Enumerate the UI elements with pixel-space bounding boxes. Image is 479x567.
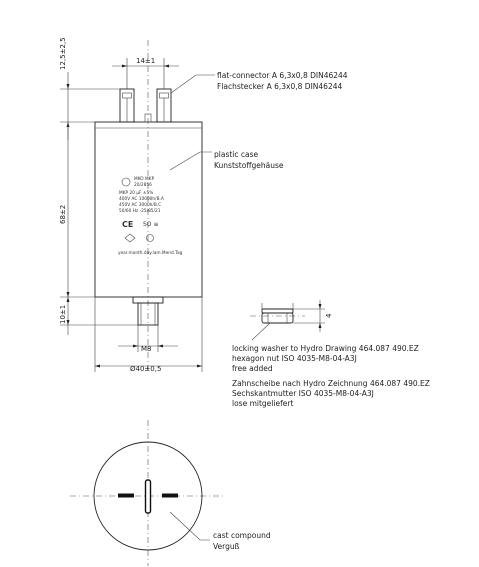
thread-size-label: M8 <box>141 345 152 353</box>
brand-logo-icon <box>122 178 130 186</box>
washer-label-de-3: lose mitgeliefert <box>232 399 294 408</box>
terminal-left <box>120 89 134 122</box>
dimension-diameter <box>95 297 202 373</box>
thread-height-label: 10±1 <box>59 304 67 324</box>
label-line-6: 50/60 Hz -25/85/21 <box>119 209 161 214</box>
connector-label-de: Flachstecker A 6,3x0,8 DIN46244 <box>217 82 343 91</box>
terminal-right <box>157 89 171 122</box>
so-mark: SO ≡ <box>143 221 159 228</box>
label-line-3: MKP 20 µF ±5% <box>119 191 154 196</box>
washer-label-en-3: free added <box>232 364 273 373</box>
top-center-pin <box>146 480 151 513</box>
dimension-thread-height <box>59 297 138 335</box>
nut-washer-detail <box>250 300 333 340</box>
annotations <box>213 71 430 551</box>
capacitor-side-view <box>59 37 215 373</box>
dimension-body-height <box>59 122 95 297</box>
connector-label-en: flat-connector A 6,3x0,8 DIN46244 <box>217 71 348 80</box>
nut-height-label: 4 <box>325 313 333 318</box>
connector-leader <box>171 75 215 93</box>
capacitor-top-view <box>70 420 226 566</box>
washer-label-en-2: hexagon nut ISO 4035-M8-04-A3J <box>232 354 357 363</box>
approval-circle-icon <box>147 235 154 242</box>
ce-mark-icon: CE <box>122 220 134 229</box>
compound-leader <box>170 512 210 540</box>
top-height-label: 12,5±2,5 <box>59 37 67 70</box>
compound-label-en: cast compound <box>213 531 271 540</box>
compound-label-de: Verguß <box>213 542 240 551</box>
diameter-label: Ø40±0,5 <box>130 365 162 373</box>
top-terminal-left <box>118 494 134 498</box>
body-height-label: 68±2 <box>59 204 67 224</box>
label-line-4: 400V AC 10000h/B.A <box>119 197 164 202</box>
dimension-terminal-spacing <box>112 57 179 89</box>
washer-label-de-2: Sechskantmutter ISO 4035-M8-04-A3J <box>232 389 374 398</box>
washer-label-de-1: Zahnscheibe nach Hydro Zeichnung 464.087 490.EZ <box>232 379 430 388</box>
label-line-5: 450V AC 3000h/B.C <box>119 203 162 208</box>
nut-leader <box>252 323 270 340</box>
product-label <box>118 176 183 256</box>
label-line-9: year.month.day.lam.Mend.Tag <box>118 251 183 256</box>
case-label-en: plastic case <box>214 150 259 159</box>
top-terminal-right <box>162 494 178 498</box>
case-label-de: Kunststoffgehäuse <box>214 161 284 170</box>
label-line-2: 20/2856 <box>134 183 152 188</box>
case-leader <box>170 152 212 170</box>
approval-mark-icon <box>125 234 135 242</box>
label-line-1: MKO MKP <box>134 177 155 182</box>
washer-label-en-1: locking washer to Hydro Drawing 464.087 490.EZ <box>232 344 419 353</box>
terminal-spacing-label: 14±1 <box>136 57 156 65</box>
